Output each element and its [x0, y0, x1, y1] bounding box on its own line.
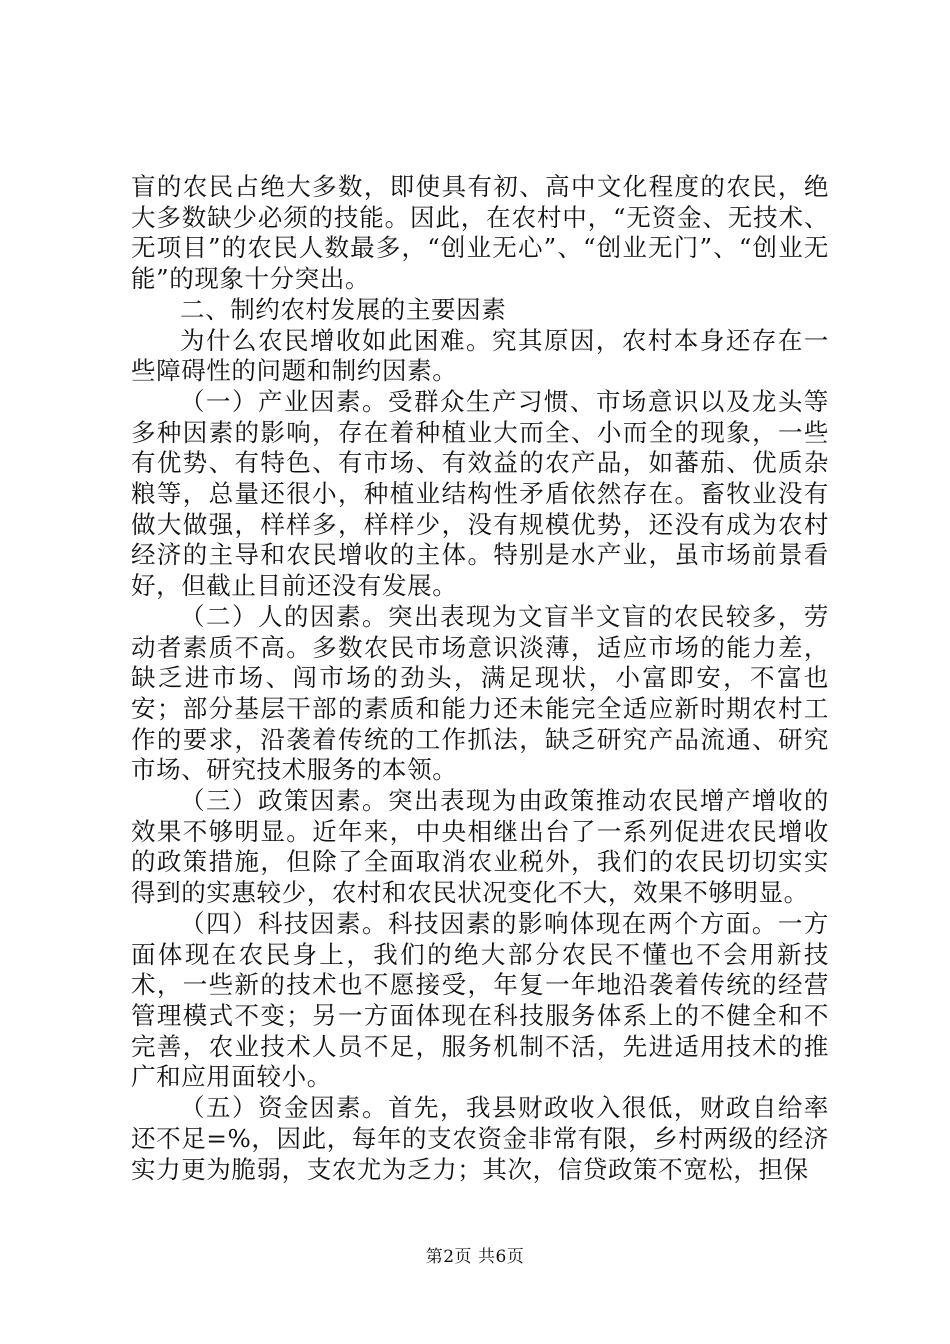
paragraph-continuation: 盲的农民占绝大多数，即使具有初、高中文化程度的农民，绝大多数缺少必须的技能。因此，在农村中，“无资金、无技术、无项目”的农民人数最多，“创业无心”、“创业无门”、“创业无能”的现象十分突出。: [131, 172, 829, 294]
section-heading: 二、制约农村发展的主要因素: [180, 294, 507, 324]
page-number-footer: 第2页 共6页: [425, 1247, 525, 1267]
paragraph-intro: 为什么农民增收如此困难。究其原因，农村本身还存在一些障碍性的问题和制约因素。: [131, 325, 829, 386]
paragraph-human-factor: （二）人的因素。突出表现为文盲半文盲的农民较多，劳动者素质不高。多数农民市场意识淡薄，适应市场的能力差，缺乏进市场、闯市场的劲头，满足现状，小富即安，不富也安；部分基层干部的素质和能力还未能完全适应新时期农村工作的要求，沿袭着传统的工作抓法，缺乏研究产品流通、研究市场、研究技术服务的本领。: [131, 601, 829, 785]
document-body: [131, 172, 829, 1185]
paragraph-technology-factor: （四）科技因素。科技因素的影响体现在两个方面。一方面体现在农民身上，我们的绝大部分农民不懂也不会用新技术，一些新的技术也不愿接受，年复一年地沿袭着传统的经营管理模式不变；另一方面体现在科技服务体系上的不健全和不完善，农业技术人员不足，服务机制不活，先进适用技术的推广和应用面较小。: [131, 908, 829, 1092]
paragraph-policy-factor: （三）政策因素。突出表现为由政策推动农民增产增收的效果不够明显。近年来，中央相继出台了一系列促进农民增收的政策措施，但除了全面取消农业税外，我们的农民切切实实得到的实惠较少，农村和农民状况变化不大，效果不够明显。: [131, 786, 829, 908]
paragraph-industry-factor: （一）产业因素。受群众生产习惯、市场意识以及龙头等多种因素的影响，存在着种植业大而全、小而全的现象，一些有优势、有特色、有市场、有效益的农产品，如蕃茄、优质杂粮等，总量还很小，种植业结构性矛盾依然存在。畜牧业没有做大做强，样样多，样样少，没有规模优势，还没有成为农村经济的主导和农民增收的主体。特别是水产业，虽市场前景看好，但截止目前还没有发展。: [131, 386, 829, 601]
paragraph-funding-factor: （五）资金因素。首先，我县财政收入很低，财政自给率还不足=%，因此，每年的支农资金非常有限，乡村两级的经济实力更为脆弱，支农尤为乏力；其次，信贷政策不宽松，担保: [131, 1093, 829, 1184]
